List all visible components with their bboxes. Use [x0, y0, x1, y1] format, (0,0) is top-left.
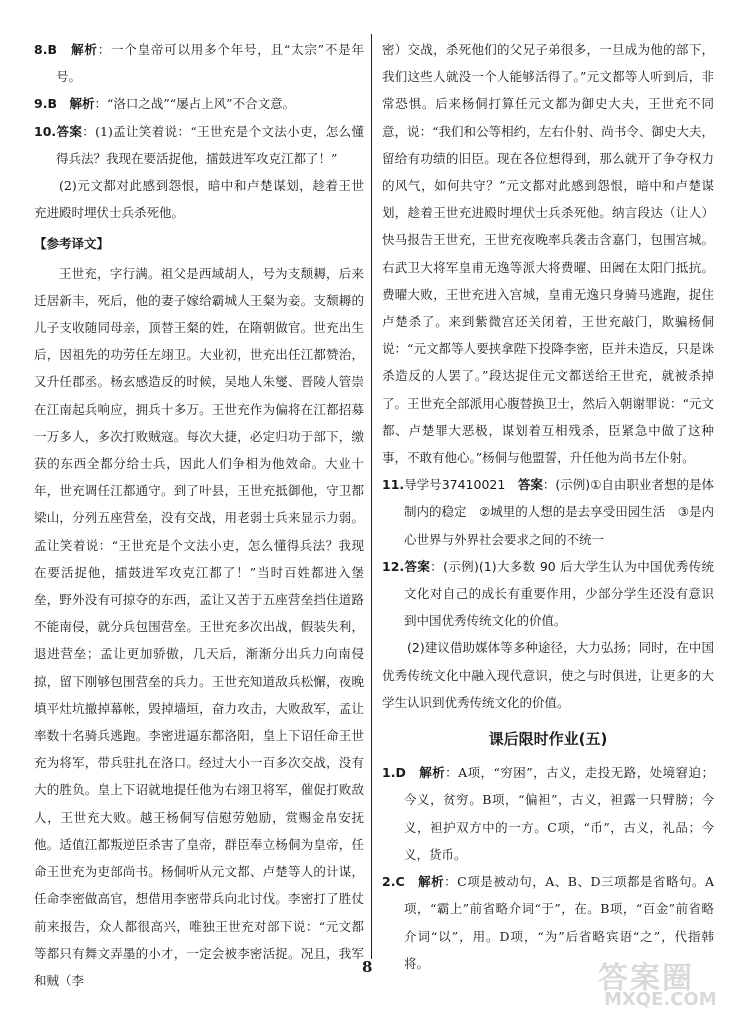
watermark-logo-text: 答案圈: [598, 961, 694, 996]
answer-text: (示例)①自由职业者想的是体制内的稳定 ②城里的人想的是去享受田园生活 ③是内心世界与外界社会要求之间的不统一: [404, 477, 714, 547]
item-number: 8.: [34, 42, 48, 57]
item-number: 2.: [382, 874, 396, 890]
answer-part-2: (2)建议借助媒体等多种途径，大力弘扬；同时，在中国优秀传统文化中融入现代意识，使之与时俱进，让更多的大学生认识到优秀传统文化的价值。: [382, 640, 714, 710]
answer-item-10: [34, 118, 364, 172]
reference-translation-heading: 【参考译文】: [34, 236, 110, 252]
answer-tag: 答案: [404, 558, 431, 574]
analysis-tag: 解析: [69, 96, 95, 112]
analysis-tag: 解析: [419, 765, 446, 781]
reference-translation-text: 王世充，字行满。祖父是西域胡人，号为支颓耨，后来迁居新丰，死后，他的妻子嫁给霸城人王粲为妾。支颓耨的儿子支收随同母亲，顶替王粲的姓，在隋朝做官。世充出生后，因祖先的功劳任左翊卫。大业初，世充出任江都赞治，又升任郡丞。杨玄感造反的时候，吴地人朱燮、晋陵人管崇在江南起兵响应，拥兵十多万。王世充作为偏将在江都招募一万多人，多次打败贼寇。每次大捷，必定归功于部下，缴获的东西全都分给士兵，因此人们争相为他效命。大业十年，世充调任江都通守。到了叶县，王世充抵御他，守卫都梁山，分列五座营垒，没有交战，用老弱士兵来显示力弱。孟让笑着说：“王世充是个文法小吏，怎么懂得兵法？我现在要活捉他，擂鼓进军攻克江都了！”当时百姓都进入堡垒，野外没有可掠夺的东西，孟让又苦于五座营垒挡住道路不能南侵，就分兵包围营垒。王世充多次出战，假装失利，退进营垒；孟让更加骄傲，几天后，渐渐分出兵力向南侵掠，留下刚够包围营垒的兵力。王世充知道敌兵松懈，夜晚填平灶坑撤掉幕帐，毁掉墙垣，奋力攻击，大败敌军，孟让率数十名骑兵逃跑。李密进逼东都洛阳，皇上下诏任命王世充为将军，带兵驻扎在洛口。经过大小一百多次交战，没有大的胜负。皇上下诏就地提任他为右翊卫将军，催促打败敌人，王世充大败。越王杨侗写信慰劳勉励，赏赐金帛安抚他。适值江都叛逆臣杀害了皇帝，群臣奉立杨侗为皇帝，任命王世充为吏部尚书。杨侗听从元文都、卢楚等人的计谋，任命李密做高官，想借用李密带兵向北讨伐。李密打了胜仗前来报告，众人都很高兴，唯独王世充对部下说：“元文都等都只有舞文弄墨的小才，一定会被李密活捉。况且，我军和贼（李: [34, 265, 364, 988]
item-number: 1.: [382, 765, 396, 781]
analysis-text: ：A项，“穷困”，古义，走投无路，处境窘迫；今义，贫穷。B项，“偏袒”，古义，袒露一只臂膀；今义，袒护双方中的一方。C项，“币”，古义，礼品；今义，货币。: [404, 765, 714, 862]
answer-part-2: (2)元文都对此感到怨恨，暗中和卢楚谋划，趁着王世充进殿时埋伏士兵杀死他。: [34, 178, 364, 221]
right-column: [382, 36, 714, 977]
analysis-tag: 解析: [418, 874, 445, 890]
answer-item-10-part-2: [34, 172, 364, 226]
answer-item-9: [34, 90, 364, 117]
analysis-tag: 解析: [71, 42, 98, 57]
section-title: 课后限时作业(五): [488, 730, 608, 749]
answer-item-8: [34, 36, 364, 90]
analysis-text: ：一个皇帝可以用多个年号，且“太宗”不是年号。: [56, 42, 364, 85]
page-number: 8: [362, 958, 373, 976]
item-number: 12.: [382, 558, 405, 574]
answer-item-11: 11.导学号37410021 答案：(示例)①自由职业者想的是体制内的稳定 ②城里的人想的是去享受田园生活 ③是内心世界与外界社会要求之间的不统一: [382, 477, 714, 547]
item-number: 11.: [382, 477, 405, 493]
left-column: [34, 36, 364, 994]
answer-item-12: 12.答案：(示例)(1)大多数 90 后大学生认为中国优秀传统文化对自己的成长有重要作用，少部分学生还没有意识到中国优秀传统文化的价值。: [382, 558, 714, 629]
answer-part-1: (示例)(1)大多数 90 后大学生认为中国优秀传统文化对自己的成长有重要作用，少部分学生还没有意识到中国优秀传统文化的价值。: [404, 558, 714, 629]
answer-part-1: ：(1)孟让笑着说：“王世充是个文法小吏，怎么懂得兵法？我现在要活捉他，擂鼓进军攻克江都了！”: [56, 123, 364, 166]
answer-tag: 答案: [517, 477, 543, 493]
answer-letter: B: [47, 42, 57, 57]
column-divider: [371, 34, 372, 959]
answer-letter: B: [47, 96, 57, 112]
watermark-logo: [592, 953, 742, 1015]
watermark-url: MXQE.COM: [604, 989, 717, 1010]
item-number: 9.: [34, 96, 48, 112]
answer-letter: C: [395, 874, 405, 890]
analysis-text: ：C项是被动句，A、B、D三项都是省略句。A项，“霸上”前省略介词“于”，在。B项，“百金”前省略介词“以”，用。D项，“为”后省略宾语“之”，代指韩将。: [404, 874, 714, 971]
answer-tag: 答案: [56, 123, 83, 139]
answer-letter: D: [395, 765, 406, 781]
item-number: 10.: [34, 123, 57, 139]
guide-code: 37410021: [441, 477, 506, 493]
reference-translation-continued: 密）交战，杀死他们的父兄子弟很多，一旦成为他的部下，我们这些人就没一个人能够活得了。”元文都等人听到后，非常恐惧。后来杨侗打算任元文都为御史大夫，王世充不同意，说：“我们和公等相约，左右仆射、尚书令、御史大夫，留给有功绩的旧臣。现在各位想得到，那么就开了争夺权力的风气，如何共守？”元文都对此感到怨恨，暗中和卢楚谋划，趁着王世充进殿时埋伏士兵杀死他。纳言段达（让人）快马报告王世充，王世充夜晚率兵袭击含嘉门，包围宫城。右武卫大将军皇甫无逸等派大将费曜、田阇在太阳门抵抗。费曜大败，王世充进入宫城，皇甫无逸只身骑马逃跑，捉住卢楚杀了。来到紫微宫还关闭着，王世充敲门，欺骗杨侗说：“元文都等人要挟拿陛下投降李密，臣并未造反，只是诛杀造反的人罢了。”段达捉住元文都送给王世充，就被杀掉了。王世充全部派用心腹替换卫士，然后入朝谢罪说：“元文都、卢楚罪大恶极，谋划着互相残杀，臣紧急中做了这种事，不敢有他心。”杨侗与他盟誓，升任他为尚书左仆射。: [382, 42, 714, 466]
guide-code-label: 导学号: [404, 477, 442, 493]
analysis-text: ：“洛口之战”“屡占上风”不合文意。: [94, 96, 296, 112]
answer-item-12-part-2: [382, 634, 714, 716]
homework-item-1: [382, 759, 714, 868]
